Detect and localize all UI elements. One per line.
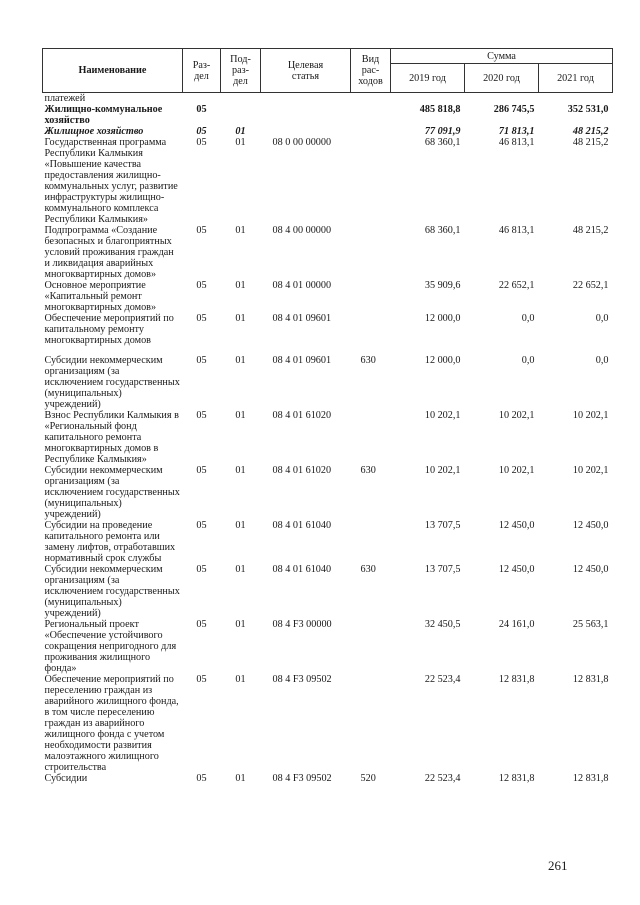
cell-razdel: 05: [196, 137, 207, 148]
cell-podrazdel: 01: [235, 465, 246, 476]
cell-podrazdel: 01: [235, 280, 246, 291]
header-year-2020: 2020 год: [465, 64, 539, 93]
cell-podrazdel: 01: [235, 619, 246, 630]
table-row: [43, 410, 613, 465]
cell-2019: 485 818,8: [419, 104, 461, 115]
cell-vid: [351, 619, 391, 674]
cell-2019: 22 523,4: [424, 674, 461, 685]
cell-2021: 48 215,2: [572, 137, 609, 148]
cell-2021: 0,0: [595, 313, 609, 324]
cell-podrazdel: 01: [235, 564, 246, 575]
cell-2021: [539, 93, 613, 105]
cell-2020: 0,0: [521, 355, 535, 366]
cell-podrazdel: 01: [235, 137, 246, 148]
cell-name: Субсидии некоммерческим организациям (за исключением государственных (муниципальных) учреждений): [44, 564, 180, 619]
header-sum: Сумма: [391, 49, 613, 64]
header-razdel: Раз- дел: [183, 49, 221, 93]
cell-vid: [351, 674, 391, 773]
cell-name: Обеспечение мероприятий по капитальному ремонту многоквартирных домов: [44, 313, 174, 346]
cell-2021: 0,0: [595, 355, 609, 366]
table-row: [43, 520, 613, 564]
table-header: [43, 49, 613, 93]
cell-name: Основное мероприятие «Капитальный ремонт многоквартирных домов»: [44, 280, 157, 313]
cell-target: 08 4 01 61040: [272, 520, 332, 531]
cell-2019: 12 000,0: [424, 355, 461, 366]
cell-2021: 12 831,8: [572, 773, 609, 784]
cell-name: Взнос Республики Калмыкия в «Региональный фонд капитального ремонта многоквартирных домов в Республике Калмыкия»: [44, 410, 179, 465]
cell-2019: 77 091,9: [424, 126, 461, 137]
cell-vid: [351, 137, 391, 225]
table-row: [43, 137, 613, 225]
cell-2019: 32 450,5: [424, 619, 461, 630]
table-row: [43, 104, 613, 126]
cell-razdel: 05: [196, 313, 207, 324]
cell-podrazdel: 01: [235, 410, 246, 421]
cell-2020: 286 745,5: [493, 104, 535, 115]
cell-2021: 22 652,1: [572, 280, 609, 291]
cell-2019: 12 000,0: [424, 313, 461, 324]
cell-2020: 0,0: [521, 313, 535, 324]
cell-2020: 12 450,0: [498, 520, 535, 531]
cell-razdel: 05: [196, 126, 207, 137]
cell-razdel: 05: [196, 520, 207, 531]
cell-vid: [351, 126, 391, 137]
cell-target: 08 0 00 00000: [272, 137, 332, 148]
cell-name: Государственная программа Республики Калмыкия «Повышение качества предоставления жилищно-коммунальных услуг, развитие инфраструктуры жилищно-коммунального комплекса Республики Калмыкия»: [44, 137, 178, 225]
cell-podrazdel: [221, 93, 261, 105]
table-row: [43, 773, 613, 784]
cell-2021: 12 450,0: [572, 520, 609, 531]
cell-target: 08 4 01 61020: [272, 465, 332, 476]
cell-target: [261, 104, 351, 126]
cell-vid: [351, 225, 391, 280]
cell-2020: 10 202,1: [498, 465, 535, 476]
header-vid: Вид рас- ходов: [351, 49, 391, 93]
cell-razdel: 05: [196, 773, 207, 784]
cell-razdel: 05: [196, 280, 207, 291]
table-row: [43, 564, 613, 619]
cell-2019: 22 523,4: [424, 773, 461, 784]
cell-2019: [391, 93, 465, 105]
cell-2021: 12 831,8: [572, 674, 609, 685]
cell-target: 08 4 01 00000: [272, 280, 332, 291]
cell-vid: 630: [360, 564, 376, 575]
page-number: 261: [548, 858, 568, 873]
cell-2021: 352 531,0: [567, 104, 609, 115]
cell-razdel: 05: [196, 104, 207, 115]
cell-razdel: 05: [196, 225, 207, 236]
cell-podrazdel: 01: [235, 225, 246, 236]
table-row: [43, 126, 613, 137]
cell-name: Подпрограмма «Создание безопасных и благоприятных условий проживания граждан и ликвидация аварийных многоквартирных домов»: [44, 225, 174, 280]
cell-podrazdel: 01: [235, 355, 246, 366]
header-name: Наименование: [43, 49, 183, 93]
cell-razdel: [183, 93, 221, 105]
cell-2020: 12 831,8: [498, 773, 535, 784]
cell-name: Обеспечение мероприятий по переселению граждан из аварийного жилищного фонда, в том числе переселению граждан из аварийного жилищного фонда с учетом необходимости развития малоэтажного жилищного строительства: [44, 674, 179, 773]
cell-target: 08 4 F3 00000: [272, 619, 332, 630]
cell-target: 08 4 F3 09502: [272, 674, 332, 685]
cell-target: 08 4 F3 09502: [272, 773, 332, 784]
cell-razdel: 05: [196, 674, 207, 685]
cell-podrazdel: 01: [235, 520, 246, 531]
cell-target: 08 4 01 09601: [272, 355, 332, 366]
cell-vid: [351, 93, 391, 105]
table-row: [43, 280, 613, 313]
cell-razdel: 05: [196, 355, 207, 366]
cell-2020: 24 161,0: [498, 619, 535, 630]
cell-vid: [351, 520, 391, 564]
cell-vid: 520: [360, 773, 376, 784]
cell-2020: 10 202,1: [498, 410, 535, 421]
cell-podrazdel: [221, 104, 261, 126]
cell-2021: 12 450,0: [572, 564, 609, 575]
cell-podrazdel: 01: [235, 773, 246, 784]
cell-target: [261, 93, 351, 105]
cell-name: Субсидии некоммерческим организациям (за исключением государственных (муниципальных) учреждений): [44, 355, 180, 410]
cell-2021: 25 563,1: [572, 619, 609, 630]
table-row: [43, 93, 613, 105]
budget-table: [42, 48, 613, 784]
cell-vid: 630: [360, 355, 376, 366]
cell-vid: [351, 313, 391, 346]
table-row: [43, 465, 613, 520]
cell-2021: 10 202,1: [572, 410, 609, 421]
cell-2019: 10 202,1: [424, 410, 461, 421]
table-row: [43, 619, 613, 674]
table-row: [43, 225, 613, 280]
cell-razdel: 05: [196, 465, 207, 476]
cell-2020: [465, 93, 539, 105]
cell-2020: 71 813,1: [498, 126, 535, 137]
cell-name: Субсидии: [44, 773, 88, 784]
cell-target: 08 4 01 61040: [272, 564, 332, 575]
cell-target: 08 4 00 00000: [272, 225, 332, 236]
cell-podrazdel: 01: [235, 126, 246, 137]
cell-2020: 12 450,0: [498, 564, 535, 575]
cell-vid: 630: [360, 465, 376, 476]
cell-vid: [351, 104, 391, 126]
cell-vid: [351, 280, 391, 313]
cell-2021: 48 215,2: [572, 126, 609, 137]
table-row: [43, 346, 613, 410]
table-body: [43, 93, 613, 785]
cell-2021: 48 215,2: [572, 225, 609, 236]
table-row: [43, 313, 613, 346]
table-row: [43, 674, 613, 773]
cell-name: Жилищное хозяйство: [44, 126, 144, 137]
cell-name: Субсидии на проведение капитального ремонта или замену лифтов, отработавших нормативный срок службы: [44, 520, 176, 564]
cell-name: Жилищно-коммунальное хозяйство: [44, 104, 163, 126]
cell-2020: 46 813,1: [498, 225, 535, 236]
cell-razdel: 05: [196, 410, 207, 421]
cell-2019: 35 909,6: [424, 280, 461, 291]
cell-2019: 68 360,1: [424, 137, 461, 148]
cell-name: Региональный проект «Обеспечение устойчивого сокращения непригодного для проживания жилищного фонда»: [44, 619, 177, 674]
cell-2020: 12 831,8: [498, 674, 535, 685]
cell-2020: 22 652,1: [498, 280, 535, 291]
header-podrazdel: Под- раз- дел: [221, 49, 261, 93]
header-year-2021: 2021 год: [539, 64, 613, 93]
header-year-2019: 2019 год: [391, 64, 465, 93]
cell-name: платежей: [44, 93, 86, 104]
cell-vid: [351, 410, 391, 465]
cell-2019: 13 707,5: [424, 564, 461, 575]
cell-podrazdel: 01: [235, 674, 246, 685]
cell-target: [261, 126, 351, 137]
cell-podrazdel: 01: [235, 313, 246, 324]
cell-2019: 10 202,1: [424, 465, 461, 476]
cell-2020: 46 813,1: [498, 137, 535, 148]
cell-target: 08 4 01 09601: [272, 313, 332, 324]
cell-2021: 10 202,1: [572, 465, 609, 476]
header-target: Целевая статья: [261, 49, 351, 93]
cell-target: 08 4 01 61020: [272, 410, 332, 421]
cell-razdel: 05: [196, 619, 207, 630]
cell-name: Субсидии некоммерческим организациям (за исключением государственных (муниципальных) учреждений): [44, 465, 180, 520]
cell-2019: 68 360,1: [424, 225, 461, 236]
cell-razdel: 05: [196, 564, 207, 575]
cell-2019: 13 707,5: [424, 520, 461, 531]
